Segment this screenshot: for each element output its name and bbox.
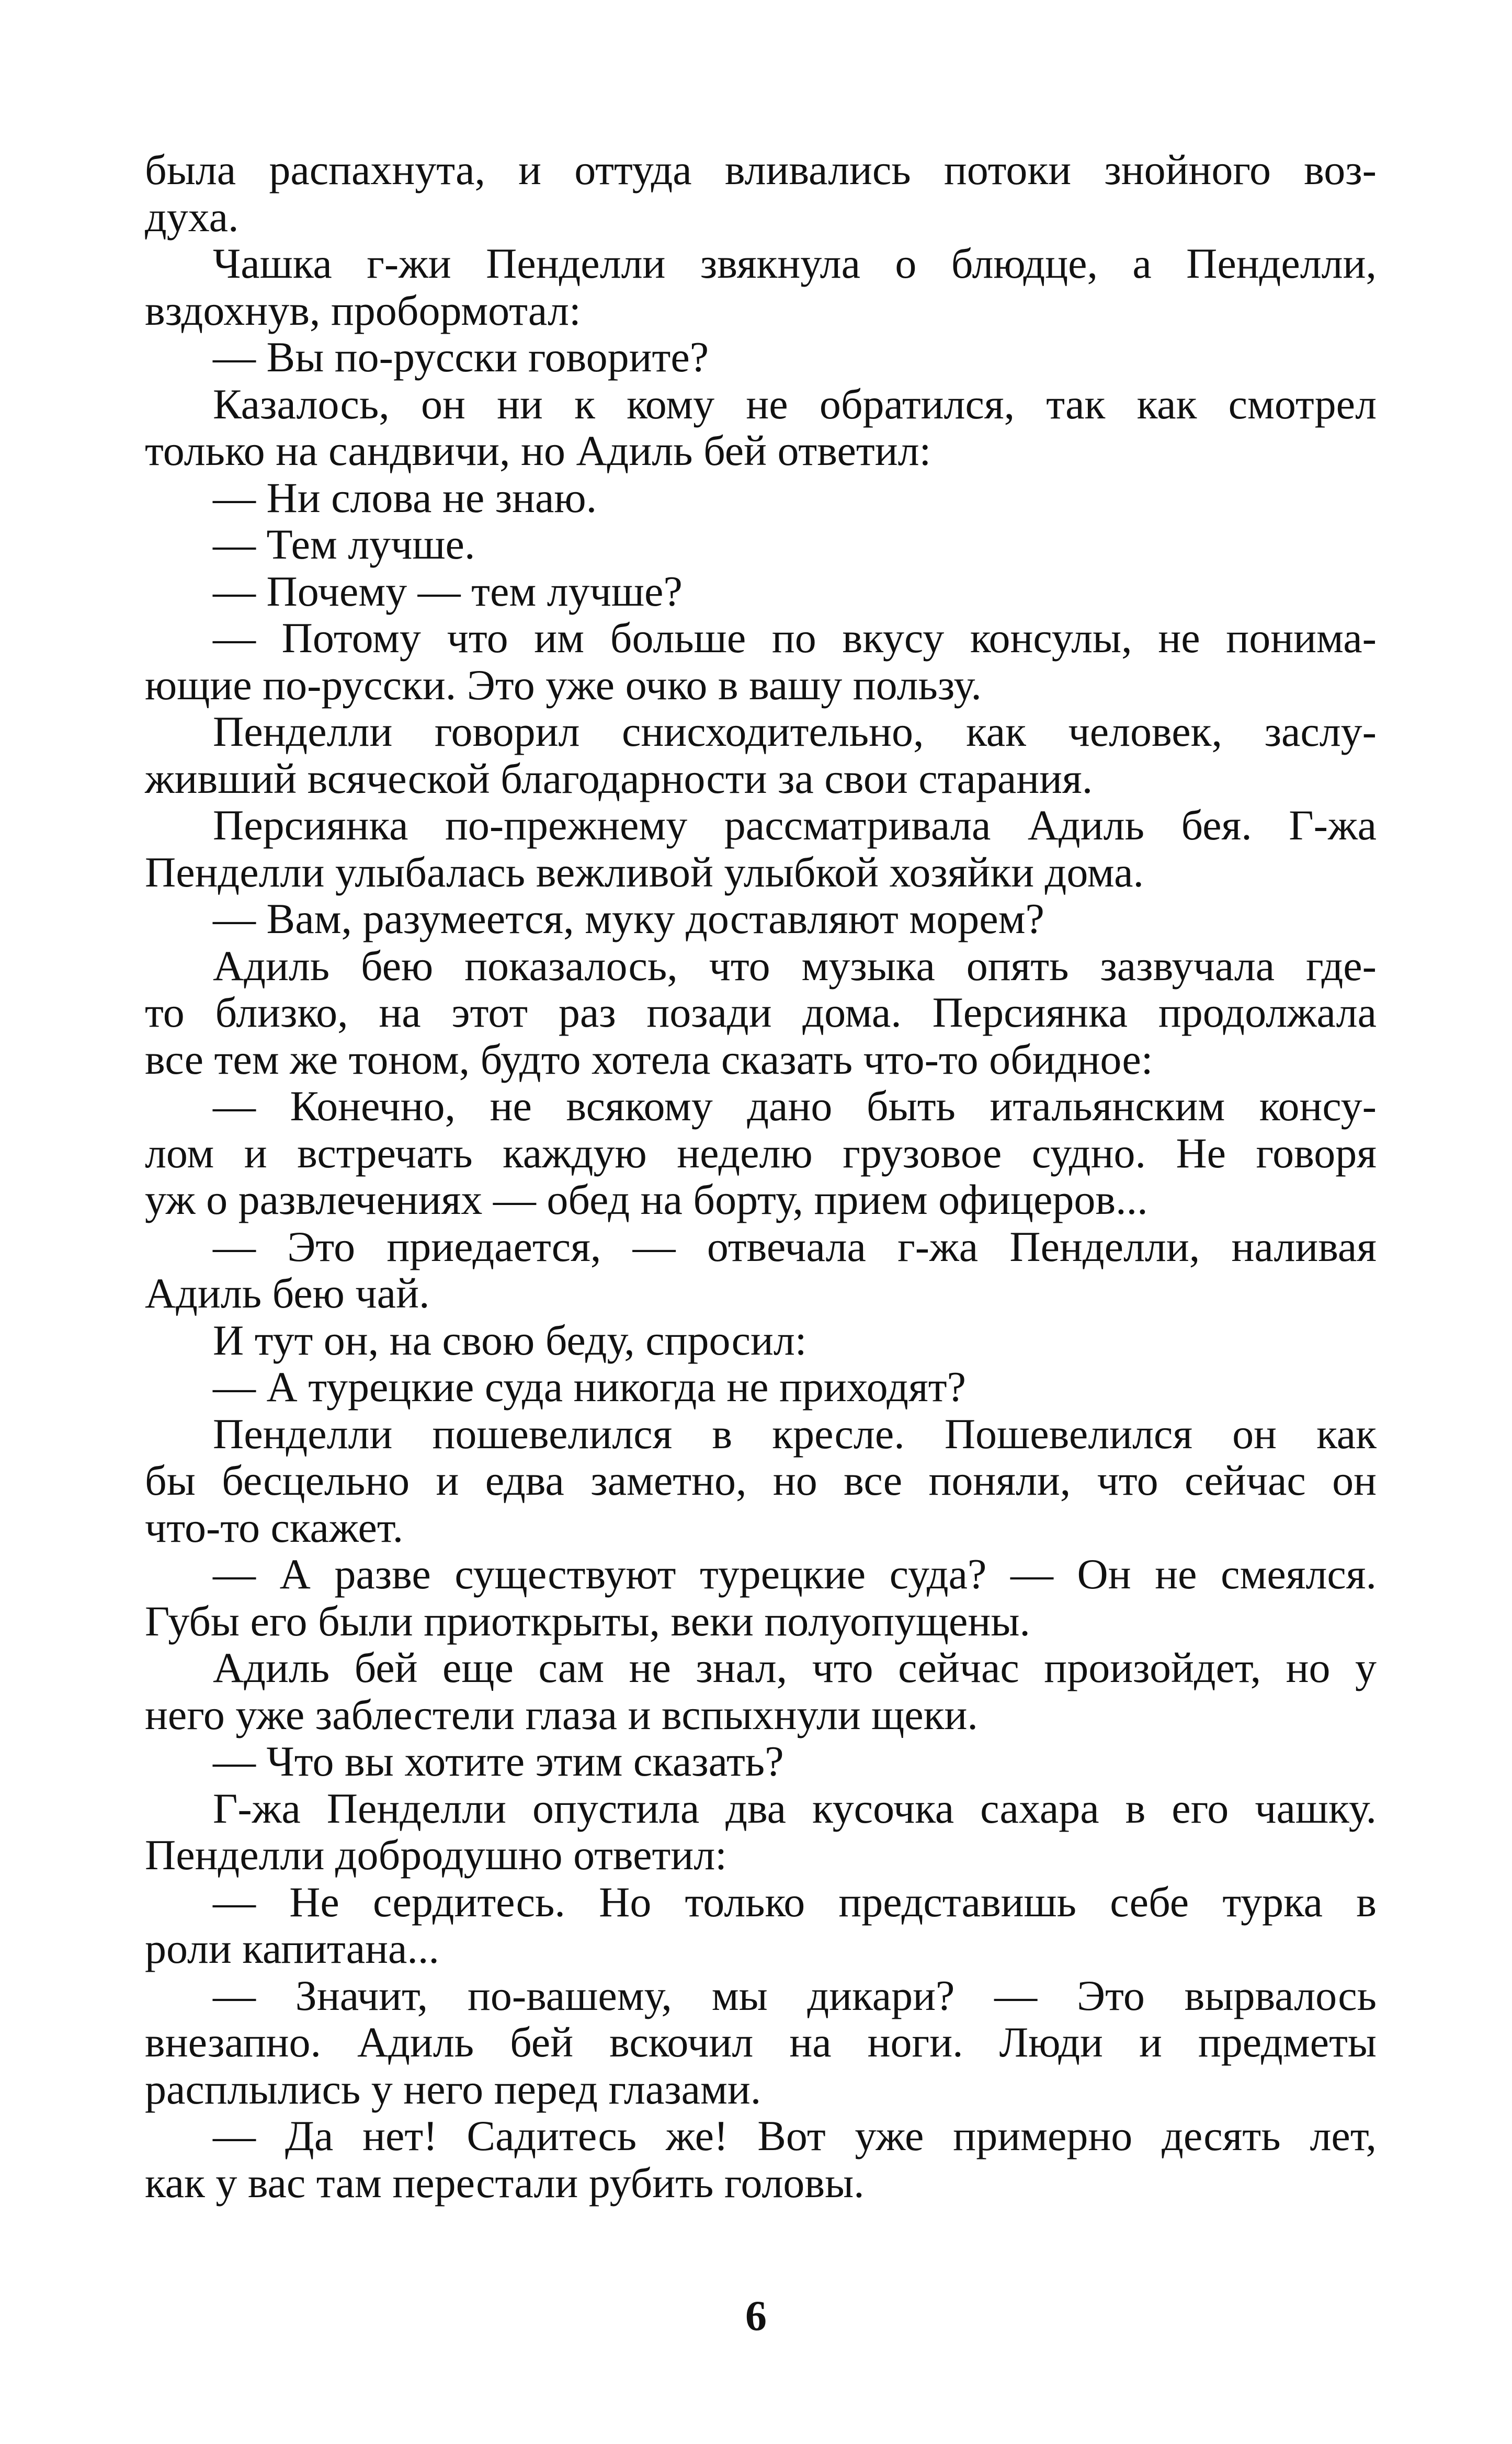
text-line: расплылись у него перед глазами. bbox=[145, 2065, 761, 2113]
text-line: все тем же тоном, будто хотела сказать что-то обидное: bbox=[145, 1035, 1153, 1083]
text-line: уж о развлечениях — обед на борту, прием офицеров... bbox=[145, 1176, 1148, 1223]
text-line: — Это приедается, — отвечала г-жа Пенделли, наливая bbox=[213, 1222, 1377, 1270]
text-line: Г-жа Пенделли опустила два кусочка сахара в его чашку. bbox=[213, 1784, 1377, 1832]
body-text bbox=[145, 146, 1377, 2206]
text-line: внезапно. Адиль бей вскочил на ноги. Люди и предметы bbox=[145, 2018, 1377, 2066]
text-line: — Вам, разумеется, муку доставляют морем? bbox=[213, 895, 1044, 942]
text-line: вздохнув, пробормотал: bbox=[145, 286, 581, 334]
text-line: Пенделли пошевелился в кресле. Пошевелился он как bbox=[213, 1409, 1377, 1458]
text-line: Адиль бей еще сам не знал, что сейчас произойдет, но у bbox=[213, 1644, 1377, 1691]
text-line: — Почему — тем лучше? bbox=[213, 567, 683, 615]
text-line: Пенделли улыбалась вежливой улыбкой хозяйки дома. bbox=[145, 848, 1144, 896]
text-line: — Да нет! Садитесь же! Вот уже примерно десять лет, bbox=[213, 2112, 1377, 2159]
text-line: Казалось, он ни к кому не обратился, так как смотрел bbox=[213, 380, 1377, 428]
text-line: ющие по-русски. Это уже очко в вашу пользу. bbox=[145, 661, 982, 709]
text-line: бы бесцельно и едва заметно, но все поняли, что сейчас он bbox=[145, 1457, 1377, 1504]
text-line: то близко, на этот раз позади дома. Персиянка продолжала bbox=[145, 988, 1377, 1036]
text-line: — Потому что им больше по вкусу консулы, не понима- bbox=[213, 614, 1377, 662]
text-line: только на сандвичи, но Адиль бей ответил: bbox=[145, 427, 931, 474]
page-number: 6 bbox=[745, 2292, 767, 2339]
text-line: живший всяческой благодарности за свои старания. bbox=[145, 754, 1093, 802]
text-line: — Не сердитесь. Но только представишь себе турка в bbox=[213, 1878, 1377, 1926]
text-line: — Тем лучше. bbox=[213, 520, 475, 568]
text-line: Адиль бею чай. bbox=[145, 1269, 430, 1317]
text-line: Пенделли добродушно ответил: bbox=[145, 1831, 727, 1879]
text-line: была распахнута, и оттуда вливались потоки знойного воз- bbox=[145, 146, 1377, 194]
text-line: лом и встречать каждую неделю грузовое судно. Не говоря bbox=[145, 1129, 1377, 1177]
text-line: Губы его были приоткрыты, веки полуопущены. bbox=[145, 1597, 1030, 1645]
text-line: него уже заблестели глаза и вспыхнули щеки. bbox=[145, 1690, 978, 1738]
text-line: — Ни слова не знаю. bbox=[213, 473, 597, 521]
text-line: — Вы по-русски говорите? bbox=[213, 333, 709, 381]
text-line: Персиянка по-прежнему рассматривала Адиль бея. Г-жа bbox=[213, 801, 1377, 849]
text-line: Пенделли говорил снисходительно, как человек, заслу- bbox=[213, 708, 1377, 755]
text-line: как у вас там перестали рубить головы. bbox=[145, 2158, 865, 2207]
text-line: И тут он, на свою беду, спросил: bbox=[213, 1316, 807, 1364]
text-line: Чашка г-жи Пенделли звякнула о блюдце, а Пенделли, bbox=[213, 240, 1377, 287]
text-line: что-то скажет. bbox=[145, 1503, 404, 1551]
text-line: — А турецкие суда никогда не приходят? bbox=[213, 1363, 966, 1411]
text-line: — Значит, по-вашему, мы дикари? — Это вырвалось bbox=[213, 1971, 1377, 2019]
text-line: Адиль бею показалось, что музыка опять зазвучала где- bbox=[213, 941, 1377, 990]
text-line: — А разве существуют турецкие суда? — Он не смеялся. bbox=[213, 1550, 1377, 1598]
text-line: — Что вы хотите этим сказать? bbox=[213, 1737, 784, 1785]
text-line: — Конечно, не всякому дано быть итальянским консу- bbox=[213, 1082, 1377, 1130]
text-line: роли капитана... bbox=[145, 1925, 439, 1972]
text-line: духа. bbox=[145, 192, 239, 241]
